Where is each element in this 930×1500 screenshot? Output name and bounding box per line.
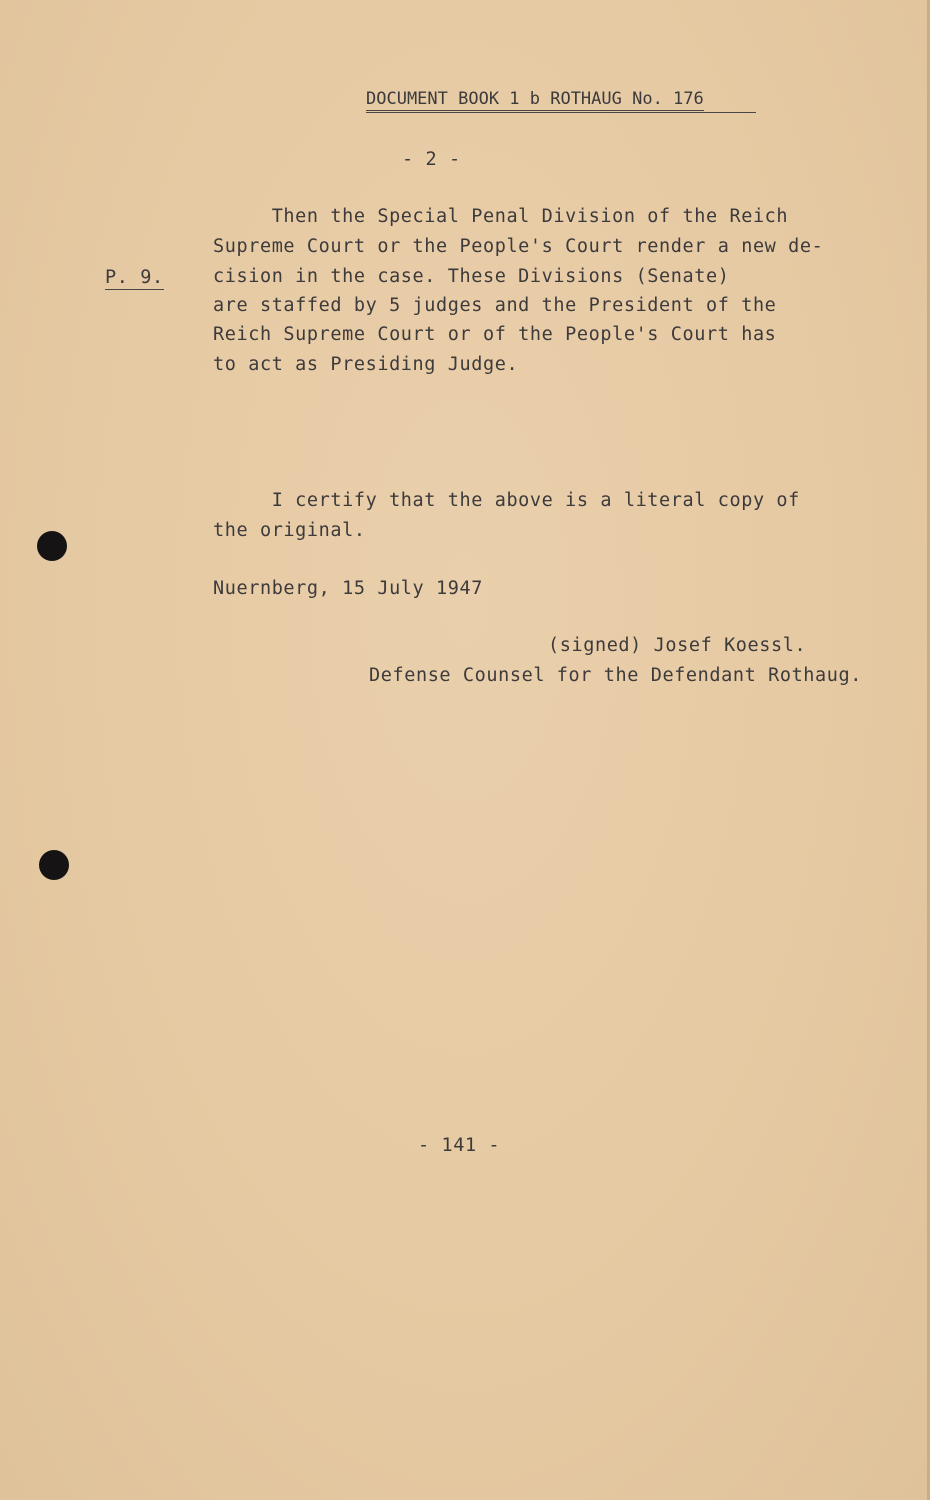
margin-note: P. 9. [105, 267, 164, 288]
body-line-6: to act as Presiding Judge. [213, 354, 519, 375]
page-number-top: - 2 - [402, 149, 461, 170]
body-line-2: Supreme Court or the People's Court render a new de- [213, 236, 824, 257]
certification-line-1: I certify that the above is a literal copy of [213, 490, 800, 511]
body-line-1: Then the Special Penal Division of the Reich [213, 206, 789, 227]
signer-title: Defense Counsel for the Defendant Rothaug. [369, 665, 862, 686]
punch-hole-upper [37, 531, 67, 561]
certification-line-2: the original. [213, 520, 366, 541]
body-line-5: Reich Supreme Court or of the People's Court has [213, 324, 777, 345]
signature: (signed) Josef Koessl. [548, 635, 807, 656]
page-number-bottom: - 141 - [418, 1135, 501, 1156]
document-header: DOCUMENT BOOK 1 b ROTHAUG No. 176 [366, 89, 704, 109]
body-line-4: are staffed by 5 judges and the President of the [213, 295, 777, 316]
punch-hole-lower [39, 850, 69, 880]
place-date: Nuernberg, 15 July 1947 [213, 578, 483, 599]
header-underline [366, 112, 756, 113]
body-line-3: cision in the case. These Divisions (Senate) [213, 266, 730, 287]
